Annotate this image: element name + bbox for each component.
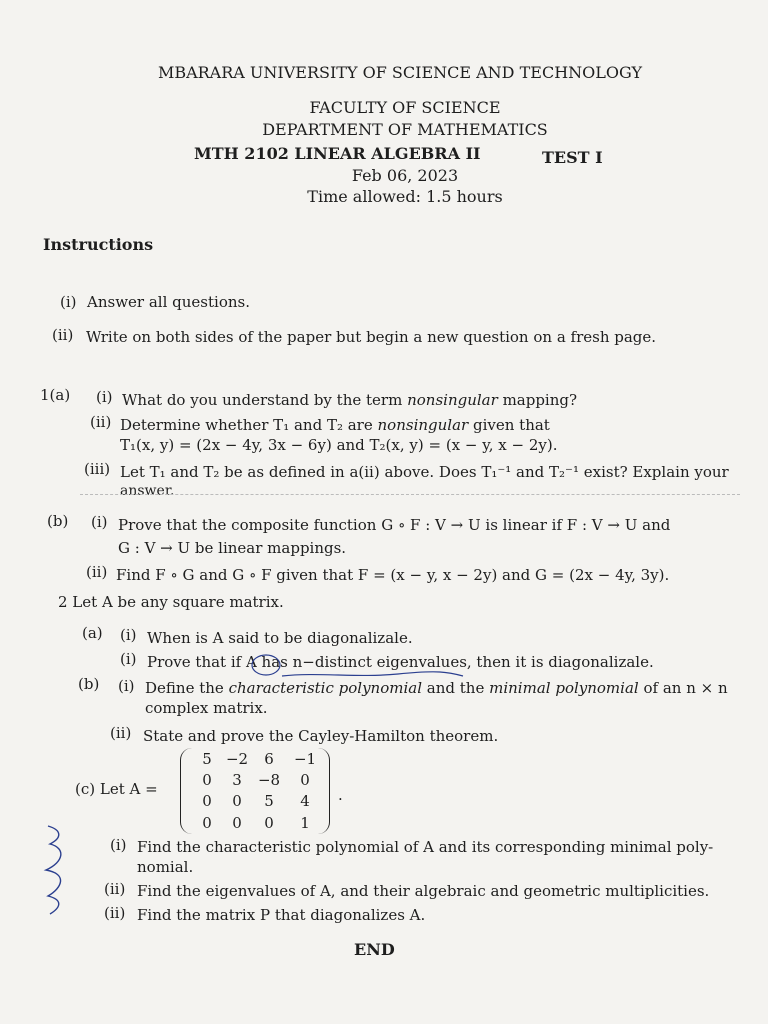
university-name: MBARARA UNIVERSITY OF SCIENCE AND TECHNOLOGY	[157, 63, 643, 82]
question-label: (b)	[47, 512, 69, 530]
matrix-cell: 0	[300, 771, 310, 789]
department-name: DEPARTMENT OF MATHEMATICS	[262, 120, 548, 139]
question-label: 1(a)	[40, 386, 71, 404]
question-text: Prove that if A has n−distinct eigenvalues, then it is diagonalizale.	[147, 653, 654, 671]
time-allowed: Time allowed: 1.5 hours	[307, 187, 503, 206]
course-title: MTH 2102 LINEAR ALGEBRA II	[194, 144, 481, 163]
sub-label: (ii)	[110, 724, 132, 742]
matrix-cell: 0	[264, 814, 274, 832]
fold-line	[80, 494, 740, 495]
question-text: G : V → U be linear mappings.	[118, 539, 347, 557]
sub-label: (ii)	[104, 880, 126, 898]
sub-label: (ii)	[86, 563, 108, 581]
matrix-cell: 0	[232, 792, 242, 810]
matrix-cell: 3	[232, 771, 242, 789]
sub-label: (i)	[120, 650, 137, 668]
matrix-cell: 4	[300, 792, 310, 810]
matrix-cell: −1	[293, 750, 317, 768]
sub-label: (iii)	[84, 460, 111, 478]
matrix-cell: −2	[225, 750, 249, 768]
sub-label: (i)	[96, 388, 113, 406]
question-text: Find the characteristic polynomial of A and its corresponding minimal poly-	[137, 838, 714, 856]
sub-label: (ii)	[90, 413, 112, 431]
question-text: Define the characteristic polynomial and the minimal polynomial of an n × n	[145, 679, 728, 697]
question-intro: 2 Let A be any square matrix.	[58, 593, 284, 611]
matrix-cell: 0	[202, 814, 212, 832]
matrix-cell: 5	[202, 750, 212, 768]
matrix-cell: 6	[264, 750, 274, 768]
matrix-period: .	[338, 786, 343, 804]
sub-label: (i)	[91, 513, 108, 531]
matrix-cell: 0	[202, 771, 212, 789]
matrix-cell: 0	[202, 792, 212, 810]
matrix-label: (c) Let A =	[75, 780, 158, 798]
instruction-num: (ii)	[52, 326, 74, 344]
question-text: Prove that the composite function G ∘ F : V → U is linear if F : V → U and	[118, 516, 671, 534]
matrix-A	[180, 748, 330, 834]
matrix-cell: 1	[300, 814, 310, 832]
question-text: Find the matrix P that diagonalizes A.	[137, 906, 426, 924]
question-text: nomial.	[137, 858, 194, 876]
matrix-cell: 0	[232, 814, 242, 832]
exam-date: Feb 06, 2023	[351, 166, 459, 185]
instructions-title: Instructions	[43, 235, 154, 254]
question-text: State and prove the Cayley-Hamilton theorem.	[143, 727, 499, 745]
test-label: TEST I	[542, 148, 603, 167]
faculty-name: FACULTY OF SCIENCE	[309, 98, 501, 117]
sub-label: (a)	[82, 624, 103, 642]
question-text: Let T₁ and T₂ be as defined in a(ii) above. Does T₁⁻¹ and T₂⁻¹ exist? Explain your	[120, 463, 729, 481]
question-text: When is A said to be diagonalizale.	[147, 629, 413, 647]
question-text: Determine whether T₁ and T₂ are nonsingular given that	[120, 416, 550, 434]
question-text: complex matrix.	[145, 699, 268, 717]
pen-underline-mark	[248, 652, 468, 680]
sub-label: (ii)	[104, 904, 126, 922]
sub-label: (i)	[118, 677, 135, 695]
sub-label: (i)	[120, 626, 137, 644]
matrix-cell: −8	[257, 771, 281, 789]
instruction-num: (i)	[60, 293, 77, 311]
question-text: Find F ∘ G and G ∘ F given that F = (x − y, x − 2y) and G = (2x − 4y, 3y).	[116, 566, 670, 584]
instruction-text: Write on both sides of the paper but begin a new question on a fresh page.	[86, 328, 657, 346]
question-text: answer.	[120, 483, 175, 499]
instruction-text: Answer all questions.	[87, 293, 250, 311]
pen-scribble-mark	[38, 822, 78, 918]
question-text: T₁(x, y) = (2x − 4y, 3x − 6y) and T₂(x, y) = (x − y, x − 2y).	[120, 436, 558, 454]
sub-label: (i)	[110, 836, 127, 854]
question-text: What do you understand by the term nonsingular mapping?	[122, 391, 578, 409]
end-marker: END	[354, 940, 395, 959]
matrix-cell: 5	[264, 792, 274, 810]
sub-label: (b)	[78, 675, 100, 693]
question-text: Find the eigenvalues of A, and their algebraic and geometric multiplicities.	[137, 882, 710, 900]
